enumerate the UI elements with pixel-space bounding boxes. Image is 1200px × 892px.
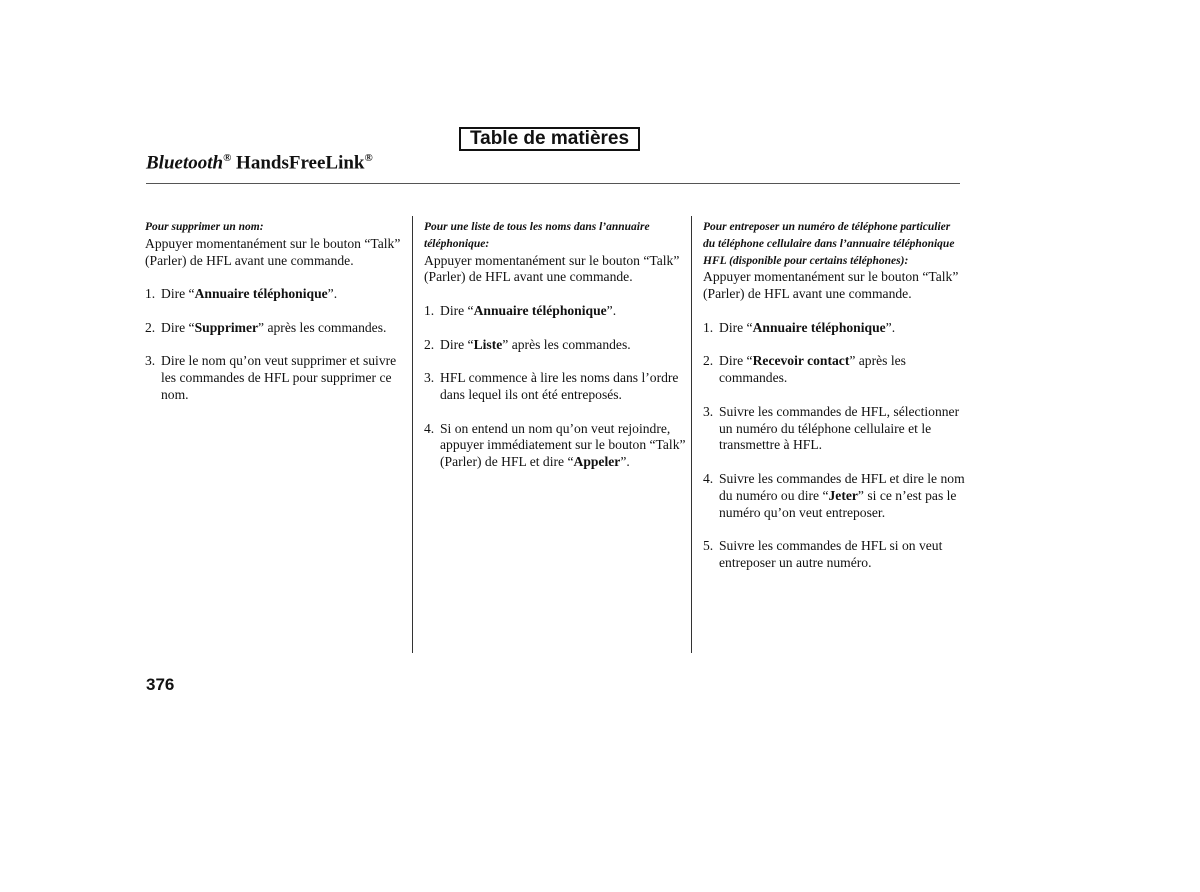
table-of-contents-button[interactable]: Table de matières (459, 127, 640, 151)
title-brand: Bluetooth (146, 152, 224, 174)
column-list-names (424, 219, 686, 488)
title-registered-mark-2: ® (364, 152, 373, 164)
step-item (703, 404, 965, 454)
step-text: HFL commence à lire les noms dans l’ordre dans lequel ils ont été entreposés. (440, 370, 679, 402)
step-text: Dire le nom qu’on veut supprimer et suivre les commandes de HFL pour supprimer ce nom. (161, 353, 397, 402)
step-number: 3. (424, 370, 435, 386)
step-number: 2. (424, 336, 435, 352)
section-heading: Pour entreposer un numéro de téléphone particulier du téléphone cellulaire dans l’annuaire téléphonique HFL (disponible pour certains téléphones): (703, 221, 955, 267)
step-item (424, 421, 686, 471)
column-divider-2 (691, 216, 692, 653)
header-rule (146, 183, 960, 184)
step-item (703, 320, 965, 337)
page-number: 376 (146, 675, 175, 694)
title-registered-mark-1: ® (223, 152, 232, 164)
step-text: Suivre les commandes de HFL si on veut entreposer un autre numéro. (719, 538, 943, 570)
step-text: Dire “Liste” après les commandes. (440, 336, 631, 352)
step-number: 4. (424, 420, 435, 436)
title-product: HandsFreeLink (231, 152, 365, 174)
step-item (703, 471, 965, 521)
step-text: Dire “Annuaire téléphonique”. (719, 319, 896, 335)
step-item (145, 286, 407, 303)
step-text: Dire “Recevoir contact” après les commandes. (719, 353, 906, 386)
step-item (424, 370, 686, 404)
step-number: 3. (145, 353, 156, 369)
page-title (146, 152, 373, 174)
step-item (145, 353, 407, 403)
step-list (424, 303, 686, 471)
column-delete-name (145, 219, 407, 421)
step-number: 2. (703, 353, 714, 369)
step-item (703, 353, 965, 387)
column-store-number (703, 219, 965, 589)
step-number: 1. (145, 286, 156, 302)
step-list (145, 286, 407, 404)
step-text: Suivre les commandes de HFL et dire le nom du numéro ou dire “Jeter” si ce n’est pas le numéro qu’on veut entreposer. (719, 470, 965, 520)
section-intro: Appuyer momentanément sur le bouton “Talk” (Parler) de HFL avant une commande. (703, 269, 959, 302)
section-heading: Pour une liste de tous les noms dans l’annuaire téléphonique: (424, 221, 650, 250)
step-number: 4. (703, 470, 714, 486)
step-number: 1. (703, 319, 714, 335)
step-item (145, 320, 407, 337)
section-intro: Appuyer momentanément sur le bouton “Talk” (Parler) de HFL avant une commande. (145, 235, 401, 268)
step-item (424, 303, 686, 320)
step-number: 2. (145, 319, 156, 335)
step-text: Dire “Annuaire téléphonique”. (440, 302, 617, 318)
step-number: 3. (703, 403, 714, 419)
step-number: 1. (424, 302, 435, 318)
section-intro: Appuyer momentanément sur le bouton “Talk” (Parler) de HFL avant une commande. (424, 252, 680, 285)
section-heading: Pour supprimer un nom: (145, 221, 264, 233)
step-text: Dire “Annuaire téléphonique”. (161, 286, 338, 302)
step-item (424, 337, 686, 354)
step-text: Si on entend un nom qu’on veut rejoindre, appuyer immédiatement sur le bouton “Talk” (Parler) de HFL et dire “Appeler”. (440, 420, 686, 470)
step-list (703, 320, 965, 572)
step-number: 5. (703, 538, 714, 554)
column-divider-1 (412, 216, 413, 653)
step-text: Dire “Supprimer” après les commandes. (161, 319, 387, 335)
step-text: Suivre les commandes de HFL, sélectionner un numéro du téléphone cellulaire et le transmettre à HFL. (719, 403, 960, 453)
step-item (703, 538, 965, 572)
